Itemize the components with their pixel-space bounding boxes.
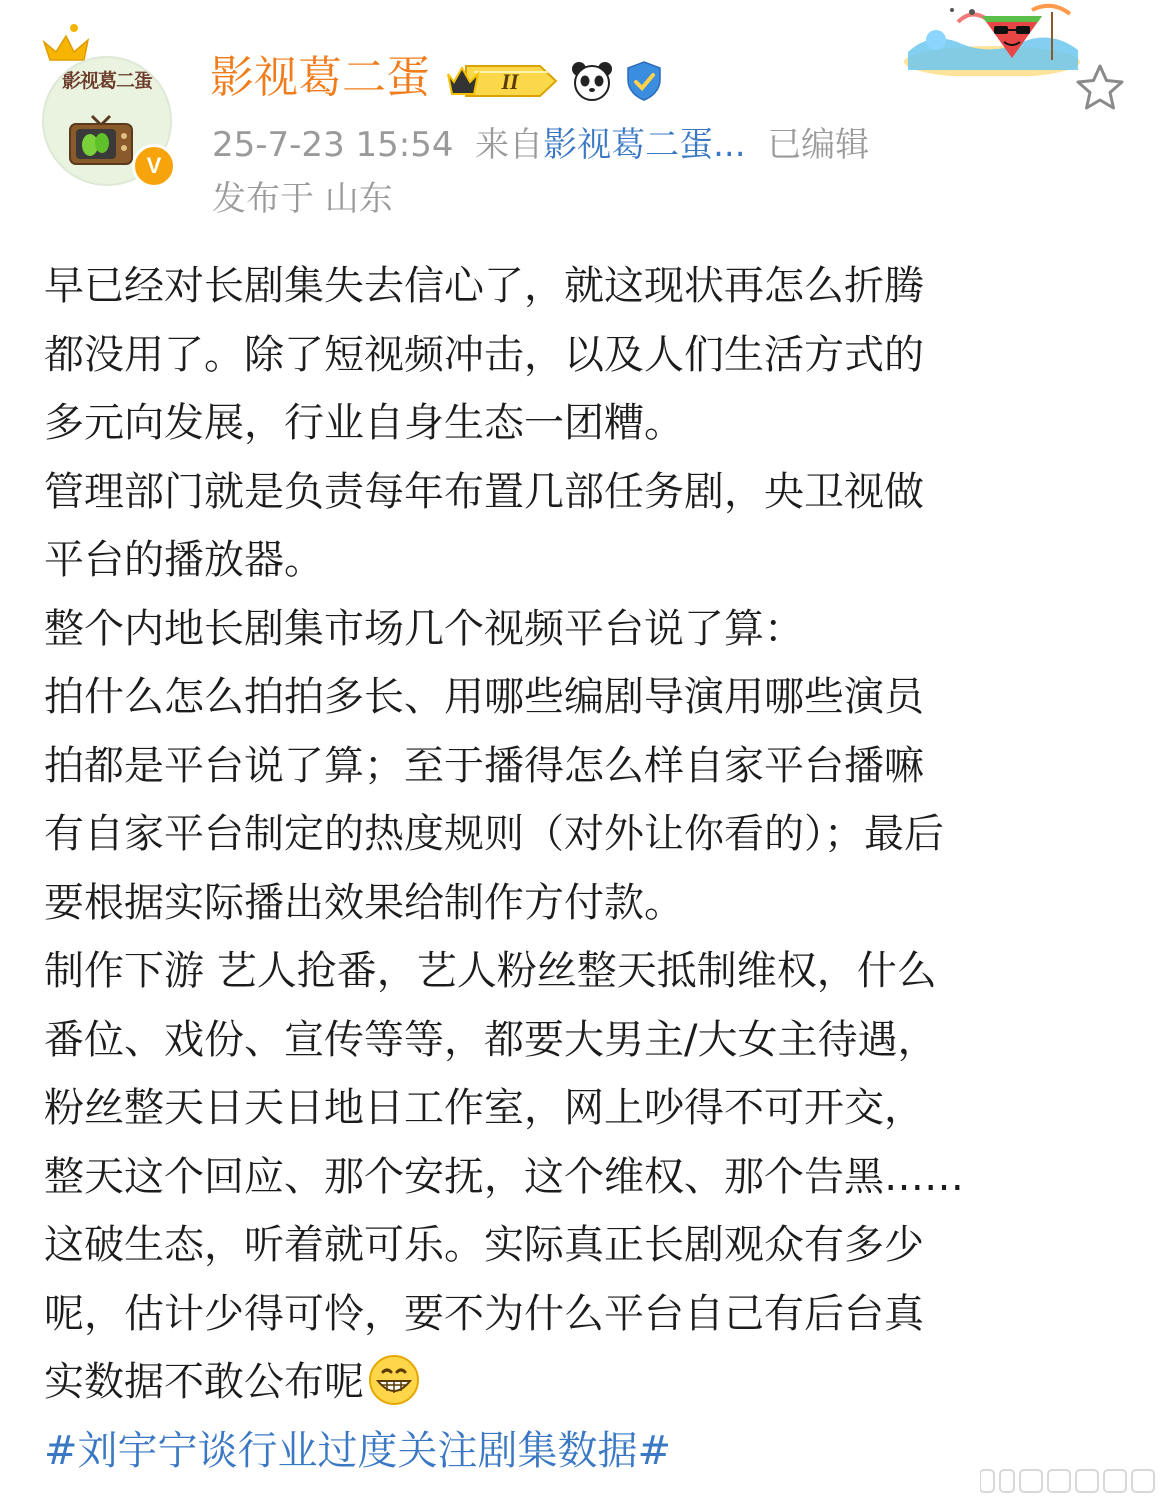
post-text-line: 这破生态，听着就可乐。实际真正长剧观众有多少 [44,1222,924,1268]
post-text-line: 要根据实际播出效果给制作方付款。 [44,879,684,926]
post-text-final: 实数据不敢公布呢 [44,1359,364,1405]
badge-row [444,54,664,108]
level-badge-icon[interactable] [444,60,560,102]
post-text-line: 制作下游 艺人抢番，艺人粉丝整天抵制维权，什么 [44,948,937,994]
verified-badge: V [132,144,176,188]
username[interactable]: 影视葛二蛋 [210,52,430,103]
avatar-logo-text: 影视葛二蛋 [61,70,152,92]
avatar-group[interactable] [36,22,176,178]
post-text-line: 呢，估计少得可怜，要不为什么平台自己有后台真 [44,1290,924,1337]
grin-emoji-icon [368,1354,420,1406]
watermelon-beach-decoration [902,0,1082,76]
panda-icon[interactable] [570,60,614,102]
crown-icon [38,22,94,62]
source-link[interactable]: 影视葛二蛋... [543,125,746,165]
post-text-line: 拍什么怎么拍拍多长、用哪些编剧导演用哪些演员 [44,674,924,720]
post-text-line: 多元向发展，行业自身生态一团糟。 [44,400,684,446]
post-text-line: 有自家平台制定的热度规则（对外让你看的）；最后 [44,811,944,857]
post-text-line: 都没用了。除了短视频冲击，以及人们生活方式的 [44,331,924,378]
star-icon[interactable] [1072,60,1128,116]
post-text-line: 粉丝整天日天日地日工作室，网上吵得不可开交， [44,1085,924,1131]
tv-icon [68,114,134,168]
post-timestamp[interactable]: 25-7-23 15:54 [212,125,454,165]
watermark-decoration [980,1466,1160,1496]
post-text-line: 整天这个回应、那个安抚，这个维权、那个告黑…… [44,1153,964,1200]
post-text-line-last [44,1348,1134,1417]
post-text-line: 管理部门就是负责每年布置几部任务剧，央卫视做 [44,468,924,515]
post-text-line: 整个内地长剧集市场几个视频平台说了算： [44,605,804,652]
post-body [44,252,1134,1485]
post-text-line: 拍都是平台说了算；至于播得怎么样自家平台播嘛 [44,742,924,789]
post-text-line: 平台的播放器。 [44,537,324,583]
level-badge-text: II [501,69,519,94]
post-meta [212,120,869,170]
post-location: 发布于 山东 [212,179,393,219]
hashtag-link[interactable]: #刘宇宁谈行业过度关注剧集数据# [44,1427,672,1474]
source-prefix: 来自 [475,125,544,165]
post-text-line: 早已经对长剧集失去信心了，就这现状再怎么折腾 [44,263,924,309]
edited-label[interactable]: 已编辑 [767,125,870,165]
post-text-line: 番位、戏份、宣传等等，都要大男主/大女主待遇， [44,1016,938,1063]
shield-badge-icon[interactable] [624,60,664,102]
